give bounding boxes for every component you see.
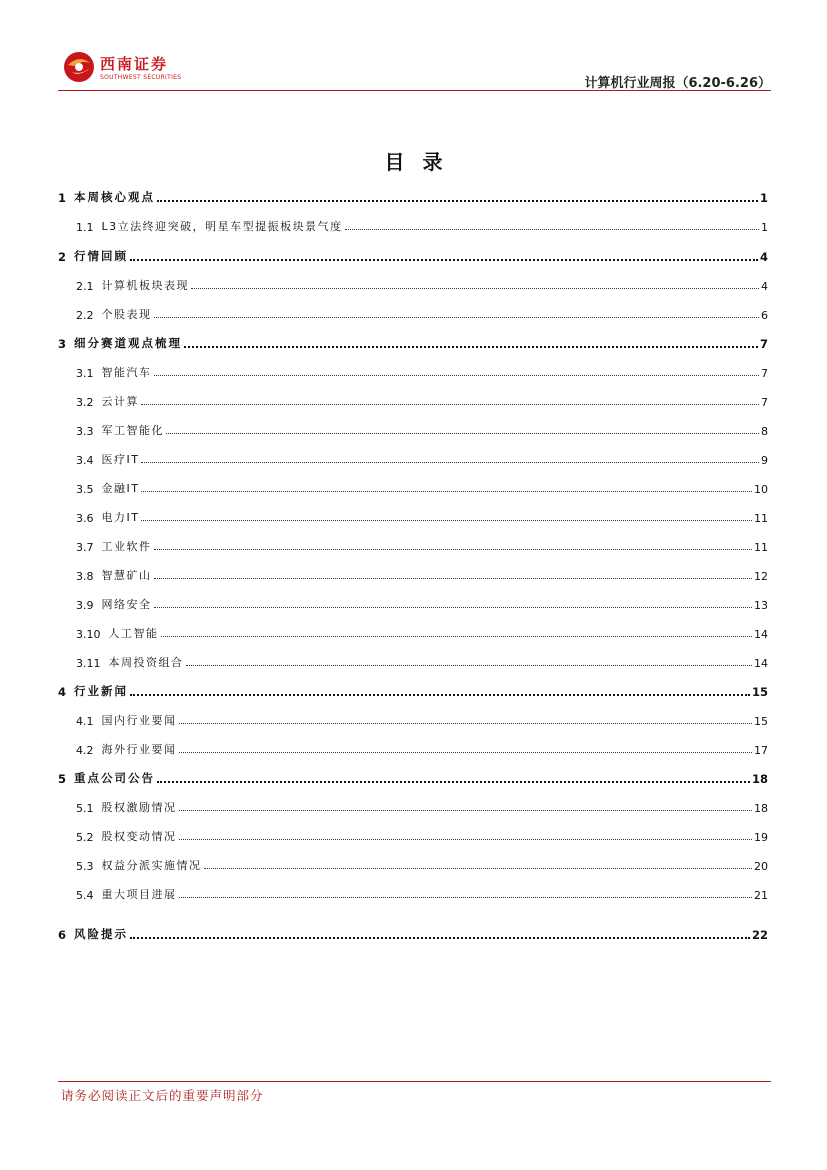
toc-page-number: 14 — [754, 657, 768, 670]
toc-page-number: 20 — [754, 860, 768, 873]
toc-subsection-entry[interactable] — [58, 884, 768, 902]
toc-subsection-entry[interactable] — [58, 855, 768, 873]
toc-entry-number: 3.4 — [76, 454, 94, 467]
toc-dot-leader — [141, 520, 752, 521]
toc-dot-leader — [157, 200, 758, 202]
toc-entry-number: 5.1 — [76, 802, 94, 815]
toc-entry-title: 军工智能化 — [101, 424, 164, 437]
toc-heading: 目录 — [384, 150, 461, 174]
toc-dot-leader — [179, 810, 753, 811]
toc-dot-leader — [179, 897, 753, 898]
toc-page-number: 9 — [761, 454, 768, 467]
toc-dot-leader — [154, 549, 753, 550]
toc-page-number: 4 — [761, 280, 768, 293]
toc-dot-leader — [184, 346, 758, 348]
toc-entry-number: 3.9 — [76, 599, 94, 612]
toc-entry-number: 4.1 — [76, 715, 94, 728]
toc-dot-leader — [179, 723, 753, 724]
toc-page-number: 7 — [759, 337, 768, 351]
toc-dot-leader — [130, 694, 750, 696]
toc-page-number: 7 — [761, 396, 768, 409]
toc-dot-leader — [179, 839, 753, 840]
toc-entry-title: 本周投资组合 — [108, 656, 184, 669]
footer-divider — [58, 1081, 771, 1082]
toc-dot-leader — [141, 491, 752, 492]
toc-page-number: 18 — [754, 802, 768, 815]
toc-entry-title: 本周核心观点 — [74, 190, 156, 204]
toc-subsection-entry[interactable] — [58, 536, 768, 554]
toc-page-number: 17 — [754, 744, 768, 757]
toc-entry-number: 4 — [58, 685, 67, 699]
toc-dot-leader — [191, 288, 759, 289]
toc-entry-title: 智慧矿山 — [101, 569, 152, 582]
toc-dot-leader — [130, 259, 758, 261]
toc-entry-title: 权益分派实施情况 — [101, 859, 202, 872]
toc-section-entry[interactable] — [58, 333, 768, 351]
toc-entry-number: 3 — [58, 337, 67, 351]
toc-section-entry[interactable] — [58, 681, 768, 699]
toc-entry-number: 5.4 — [76, 889, 94, 902]
toc-page-number: 11 — [754, 541, 768, 554]
logo-chinese-name: 西南证券 — [100, 55, 169, 73]
report-title: 计算机行业周报（6.20-6.26） — [584, 76, 771, 91]
toc-subsection-entry[interactable] — [58, 797, 768, 815]
toc-subsection-entry[interactable] — [58, 275, 768, 293]
toc-entry-number: 3.7 — [76, 541, 94, 554]
toc-page-number: 22 — [751, 928, 768, 942]
toc-dot-leader — [130, 937, 750, 939]
toc-entry-title: 云计算 — [101, 395, 139, 408]
toc-entry-title: 重大项目进展 — [101, 888, 177, 901]
toc-entry-number: 5 — [58, 772, 67, 786]
toc-section-entry[interactable] — [58, 187, 768, 205]
toc-page-number: 11 — [754, 512, 768, 525]
toc-subsection-entry[interactable] — [58, 420, 768, 438]
toc-subsection-entry[interactable] — [58, 216, 768, 234]
toc-entry-title: 行情回顾 — [74, 249, 129, 263]
toc-subsection-entry[interactable] — [58, 623, 768, 641]
toc-page-number: 15 — [751, 685, 768, 699]
page-header — [58, 46, 771, 94]
toc-subsection-entry[interactable] — [58, 478, 768, 496]
toc-entry-title: 海外行业要闻 — [101, 743, 177, 756]
toc-entry-number: 2.2 — [76, 309, 94, 322]
toc-entry-number: 2.1 — [76, 280, 94, 293]
toc-entry-title: 国内行业要闻 — [101, 714, 177, 727]
logo-english-name: SOUTHWEST SECURITIES — [100, 74, 182, 81]
toc-dot-leader — [141, 404, 759, 405]
toc-entry-title: 股权变动情况 — [101, 830, 177, 843]
toc-entry-title: 个股表现 — [101, 308, 152, 321]
toc-entry-number: 6 — [58, 928, 67, 942]
toc-dot-leader — [154, 578, 753, 579]
toc-subsection-entry[interactable] — [58, 739, 768, 757]
toc-entry-number: 3.5 — [76, 483, 94, 496]
toc-entry-number: 3.3 — [76, 425, 94, 438]
toc-subsection-entry[interactable] — [58, 391, 768, 409]
toc-subsection-entry[interactable] — [58, 565, 768, 583]
toc-page-number: 19 — [754, 831, 768, 844]
toc-page-number: 8 — [761, 425, 768, 438]
toc-entry-number: 1.1 — [76, 221, 94, 234]
toc-entry-title: 细分赛道观点梳理 — [74, 336, 183, 350]
toc-page-number: 6 — [761, 309, 768, 322]
toc-page-number: 7 — [761, 367, 768, 380]
toc-subsection-entry[interactable] — [58, 594, 768, 612]
header-divider — [58, 90, 771, 91]
toc-subsection-entry[interactable] — [58, 304, 768, 322]
toc-dot-leader — [186, 665, 753, 666]
toc-entry-number: 3.11 — [76, 657, 101, 670]
toc-entry-title: 计算机板块表现 — [101, 279, 189, 292]
toc-page-number: 18 — [751, 772, 768, 786]
toc-section-entry[interactable] — [58, 246, 768, 264]
toc-entry-number: 2 — [58, 250, 67, 264]
toc-entry-title: 网络安全 — [101, 598, 152, 611]
toc-entry-number: 5.3 — [76, 860, 94, 873]
toc-page-number: 4 — [759, 250, 768, 264]
company-logo — [62, 50, 182, 86]
toc-dot-leader — [204, 868, 753, 869]
toc-entry-title: 电力IT — [101, 511, 140, 524]
toc-dot-leader — [154, 607, 753, 608]
toc-dot-leader — [157, 781, 750, 783]
toc-page-number: 10 — [754, 483, 768, 496]
toc-entry-title: L3立法终迎突破，明星车型提振板块景气度 — [101, 220, 343, 233]
toc-subsection-entry[interactable] — [58, 362, 768, 380]
toc-subsection-entry[interactable] — [58, 449, 768, 467]
toc-entry-title: 医疗IT — [101, 453, 140, 466]
toc-section-entry[interactable] — [58, 924, 768, 942]
toc-dot-leader — [154, 317, 760, 318]
toc-entry-title: 股权激励情况 — [101, 801, 177, 814]
toc-entry-number: 3.1 — [76, 367, 94, 380]
toc-entry-number: 4.2 — [76, 744, 94, 757]
toc-dot-leader — [141, 462, 759, 463]
toc-subsection-entry[interactable] — [58, 826, 768, 844]
toc-entry-title: 重点公司公告 — [74, 771, 156, 785]
toc-entry-title: 工业软件 — [101, 540, 152, 553]
toc-entry-number: 5.2 — [76, 831, 94, 844]
toc-entry-title: 风险提示 — [74, 927, 129, 941]
toc-entry-number: 3.8 — [76, 570, 94, 583]
toc-entry-number: 3.6 — [76, 512, 94, 525]
toc-dot-leader — [179, 752, 753, 753]
footer-disclaimer: 请务必阅读正文后的重要声明部分 — [61, 1088, 264, 1103]
toc-entry-title: 行业新闻 — [74, 684, 129, 698]
toc-entry-title: 金融IT — [101, 482, 140, 495]
toc-dot-leader — [345, 229, 759, 230]
toc-entry-title: 智能汽车 — [101, 366, 152, 379]
toc-entry-number: 1 — [58, 191, 67, 205]
toc-dot-leader — [166, 433, 759, 434]
toc-page-number: 14 — [754, 628, 768, 641]
toc-page-number: 1 — [761, 221, 768, 234]
toc-entry-number: 3.10 — [76, 628, 101, 641]
logo-emblem-icon — [62, 50, 96, 84]
toc-entry-number: 3.2 — [76, 396, 94, 409]
toc-subsection-entry[interactable] — [58, 652, 768, 670]
toc-page-number: 21 — [754, 889, 768, 902]
toc-page-number: 13 — [754, 599, 768, 612]
toc-subsection-entry[interactable] — [58, 710, 768, 728]
toc-dot-leader — [154, 375, 760, 376]
toc-page-number: 15 — [754, 715, 768, 728]
toc-subsection-entry[interactable] — [58, 507, 768, 525]
toc-entry-title: 人工智能 — [108, 627, 159, 640]
toc-section-entry[interactable] — [58, 768, 768, 786]
toc-page-number: 1 — [759, 191, 768, 205]
toc-dot-leader — [161, 636, 753, 637]
toc-page-number: 12 — [754, 570, 768, 583]
